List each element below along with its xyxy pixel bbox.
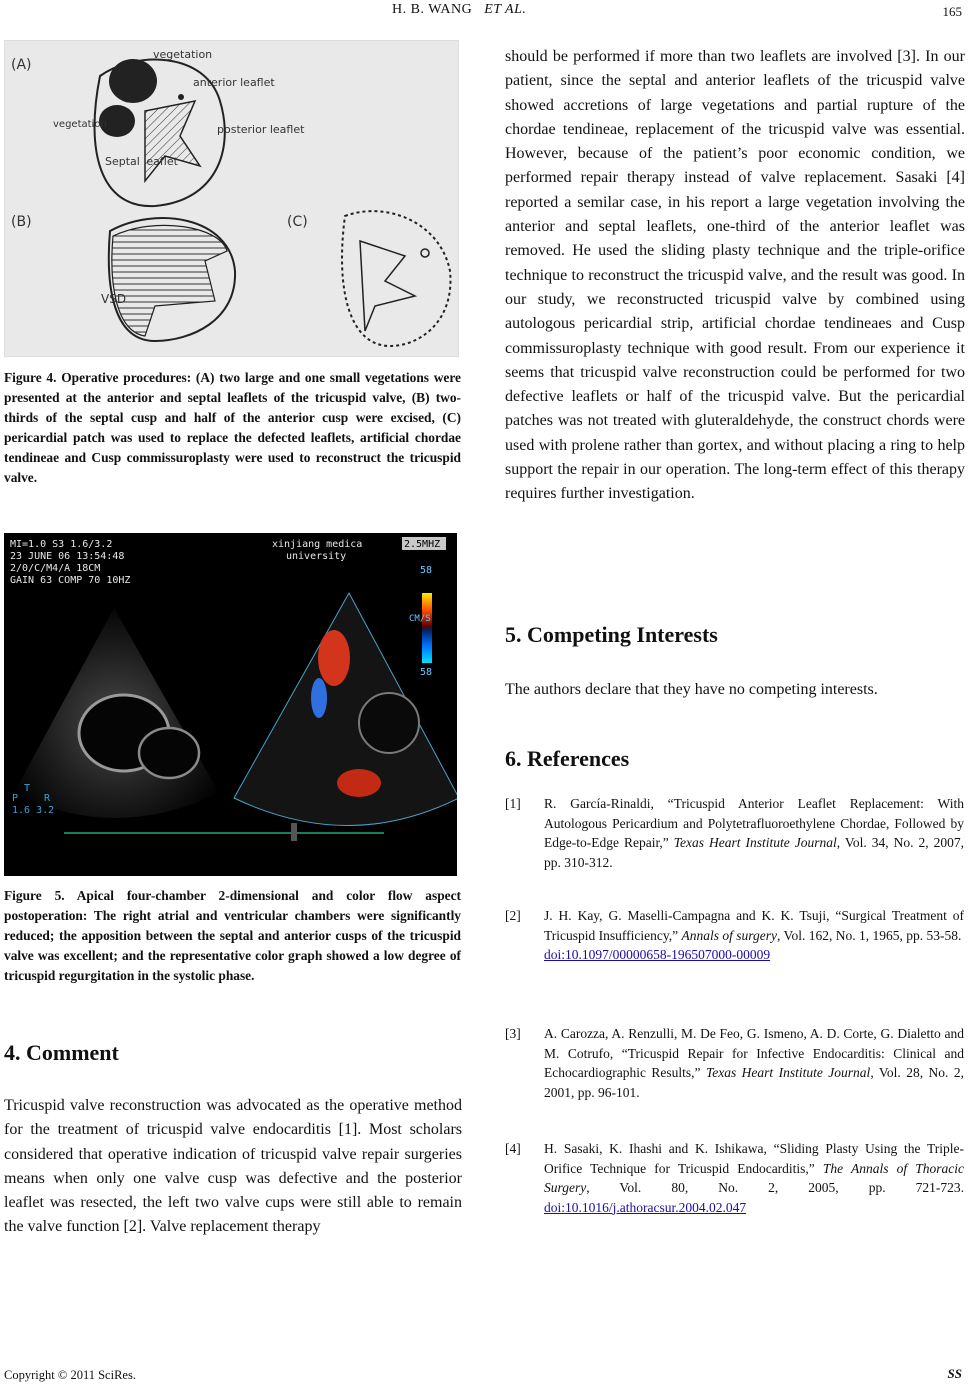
ref-4-text: H. Sasaki, K. Ihashi and K. Ishikawa, “Sliding Plasty Using the Triple-Orifice Technique for Tricuspid Endocarditis,” (544, 1141, 964, 1176)
competing-text: The authors declare that they have no competing interests. (505, 681, 878, 698)
label-a: (A) (11, 57, 32, 73)
color-scale-bar (422, 593, 432, 663)
label-posterior-leaflet: posterior leaflet (217, 123, 305, 136)
vegetation-blob-top (109, 59, 157, 103)
ref-4-number: [4] (505, 1141, 521, 1156)
label-c: (C) (287, 214, 308, 230)
chamber-right (359, 693, 419, 753)
figure-4-caption: Figure 4. Operative procedures: (A) two large and one small vegetations were presented at the anterior and septal leaflets of the tricuspid valve, (B) two-thirds of the septal cusp and half of the anterior cusp were excised, (C) pericardial patch was used to replace the defected leaflets, artificial chordae tendineae and Cusp commissuroplasty were used to reconstruct the tricuspid valve. (4, 370, 461, 485)
excised-region-b (112, 225, 227, 336)
comment-paragraph-left: Tricuspid valve reconstruction was advocated as the operative method for the treatment of tricuspid valve endocarditis [1]. Most scholars considered that operative indication of tricuspid valve repair surgeries means when only one valve cusp was defective and the posterior leaflet was resected, the left two valve cups were still able to remain the valve function [2]. Valve replacement therapy (4, 1097, 462, 1236)
figure-5-image (4, 533, 457, 876)
ref-2-journal: Annals of surgery (681, 927, 777, 943)
dot-a (178, 94, 184, 100)
echo-line1: MI=1.0 S3 1.6/3.2 (10, 539, 113, 550)
header-etal: ET AL. (484, 2, 527, 17)
color-jet-blue (311, 678, 327, 718)
ref-1-journal: Texas Heart Institute Journal (673, 835, 837, 850)
ref-3-details: , Vol. 28, No. 2, 2001, pp. 96-101. (544, 1065, 964, 1100)
page-number: 165 (942, 4, 962, 19)
echo-marker (291, 823, 297, 841)
ref-2 (544, 906, 964, 965)
label-vegetation-left: vegetation (53, 119, 107, 130)
echo-line4: GAIN 63 COMP 70 10HZ (10, 575, 131, 586)
ref-1-number: [1] (505, 796, 521, 811)
color-jet-red-2 (337, 769, 381, 797)
echo-probe-val: 1.6 3.2 (12, 805, 55, 816)
ref-2-number: [2] (505, 908, 521, 923)
patch-c (360, 241, 415, 331)
echo-institution-1: xinjiang medica (272, 539, 363, 550)
figure-5-echo (4, 533, 457, 876)
label-septal-leaflet: Septal leaflet (105, 155, 178, 168)
label-vsd: VSD (101, 292, 127, 306)
dot-c (421, 249, 429, 257)
ref-4-details: , Vol. 80, No. 2, 2005, pp. 721-723. (586, 1180, 964, 1195)
ref-3 (544, 1024, 964, 1102)
color-jet-red (318, 630, 350, 686)
comment-paragraph-right: should be performed if more than two leaflets are involved [3]. In our patient, since the septal and anterior leaflets of the tricuspid valve showed accretions of large vegetations and partial rupture of the chordae tendineae, replacement of the tricuspid valve was essential. However, because of the patient’s poor economic condition, we performed repair therapy instead of valve replacement. Sasaki [4] reported a semilar case, in his report a large vegetation involving the anterior and septal leaflets, one-third of the anterior leaflet was removed. He used the sliding plasty technique and the triple-orifice technique to reconstruct the tricuspid valve, and the result was good. In our study, we reconstructed tricuspid valve by combined using autologous pericardial strip, artificial chordae tendineaes and Cusp commissuroplasty technique with good result. From our experience it seems that tricuspid valve reconstruction could be performed for two defective leaflets or half of the tricuspid valve. But the pericardial patches was not treated with gluteraldehyde, the construct chords were used with prolene rather than gortex, and without placing a ring to help support the repair in our operation. The long-term effect of this therapy requires further investigation. (505, 48, 965, 503)
section-heading-references: 6. References (505, 746, 630, 771)
ref-4 (544, 1139, 964, 1217)
leaflet-a (145, 101, 200, 181)
valve-outline-c (342, 211, 450, 346)
ref-3-text: A. Carozza, A. Renzulli, M. De Feo, G. Ismeno, A. D. Corte, G. Dialetto and M. Cotrufo, “Tricuspid Repair for Infective Endocarditis: Clinical and Echocardiographic Results,” (544, 1026, 964, 1080)
echo-freq: 2.5MHZ (404, 539, 441, 550)
echo-institution-2: university (286, 551, 347, 562)
footer-journal: SS (947, 1366, 962, 1381)
section-heading-competing: 5. Competing Interests (505, 622, 718, 647)
label-vegetation-top: vegetation (153, 48, 213, 61)
ref-2-details: , Vol. 162, No. 1, 1965, pp. 53-58. (776, 927, 962, 943)
footer-copyright: Copyright © 2011 SciRes. (4, 1368, 136, 1382)
ref-2-text: J. H. Kay, G. Maselli-Campagna and K. K. Tsuji, “Surgical Treatment of Tricuspid Insufficiency,” (544, 908, 964, 943)
figure-4-image (4, 40, 459, 357)
ref-4-doi-link[interactable]: doi:10.1016/j.athoracsur.2004.02.047 (544, 1199, 747, 1215)
ref-1-details: , Vol. 34, No. 2, 2007, pp. 310-312. (544, 835, 965, 870)
label-anterior-leaflet: anterior leaflet (193, 76, 275, 89)
echo-scale-unit: CM/S (409, 614, 431, 624)
running-header (392, 2, 526, 18)
ref-2-doi-link[interactable]: doi:10.1097/00000658-196507000-00009 (544, 947, 771, 962)
label-b: (B) (11, 214, 32, 230)
figure-4-drawing (5, 41, 458, 356)
header-author: H. B. WANG (392, 2, 473, 17)
echo-line3: 2/0/C/M4/A 18CM (10, 563, 101, 574)
echo-probe-r: R (44, 793, 51, 804)
section-heading-comment: 4. Comment (4, 1040, 119, 1065)
echo-scale-bottom: 58 (420, 667, 433, 678)
ref-1-text: R. García-Rinaldi, “Tricuspid Anterior Leaflet Replacement: With Autologous Pericardium and Polytetrafluoroethylene Chordae, Followed by Edge-to-Edge Repair,” (544, 796, 964, 850)
echo-probe-t: T (24, 783, 31, 794)
chamber-left-2 (139, 728, 199, 778)
echo-scale-top: 58 (420, 565, 433, 576)
ref-3-journal: Texas Heart Institute Journal (705, 1065, 871, 1080)
ref-4-journal: The Annals of Thoracic Surgery (544, 1160, 964, 1195)
ref-3-number: [3] (505, 1026, 521, 1041)
ref-1 (544, 794, 964, 872)
echo-probe-p: P (12, 793, 19, 804)
echo-line2: 23 JUNE 06 13:54:48 (10, 551, 125, 562)
figure-5-caption: Figure 5. Apical four-chamber 2-dimensional and color flow aspect postoperation: The right atrial and ventricular chambers were significantly reduced; the apposition between the septal and anterior cusps of the tricuspid valve was excellent; and the representative color graph showed a low degree of tricuspid regurgitation in the systolic phase. (4, 888, 461, 983)
